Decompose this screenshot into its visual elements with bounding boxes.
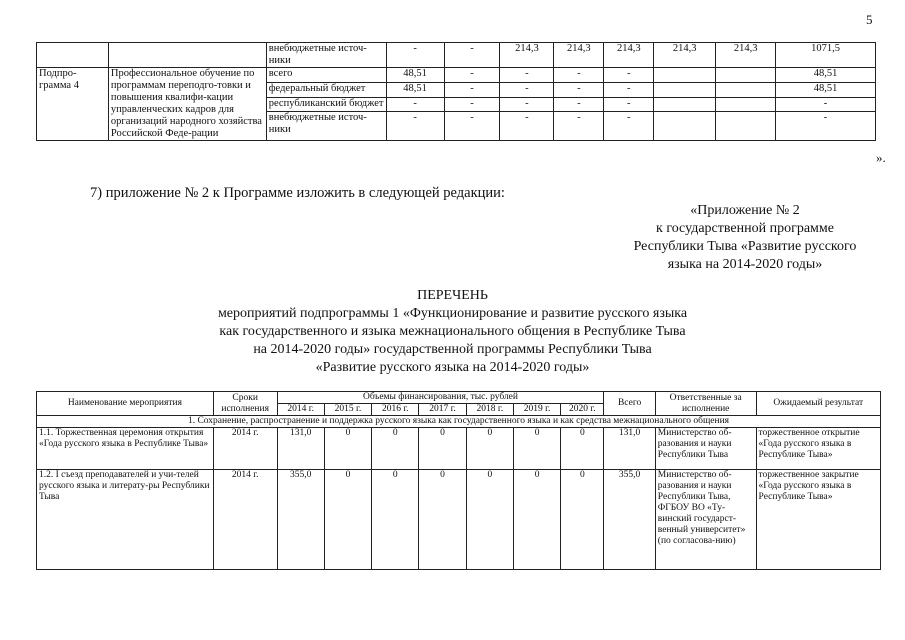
cell: -: [500, 97, 554, 112]
cell: -: [444, 82, 500, 97]
cell: 0: [419, 428, 466, 470]
table-row: [37, 470, 881, 570]
cell: -: [444, 43, 500, 68]
cell: Министерство об-разования и науки Республики Тыва: [655, 428, 756, 470]
col-header-result: Ожидаемый результат: [756, 392, 880, 416]
cell: [654, 97, 716, 112]
cell: 131,0: [604, 428, 655, 470]
cell: -: [554, 112, 604, 141]
appendix-line: «Приложение № 2: [690, 203, 800, 218]
cell: 131,0: [277, 428, 324, 470]
cell: внебюджетные источ-ники: [266, 43, 386, 68]
cell: 2014 г.: [213, 428, 277, 470]
cell: -: [776, 112, 876, 141]
cell: 0: [466, 428, 513, 470]
col-header-year: 2017 г.: [419, 404, 466, 416]
section-title: 1. Сохранение, распространение и поддержка русского языка как государственного языка и как средства межнационального общения: [37, 416, 881, 428]
cell: -: [444, 97, 500, 112]
cell: -: [604, 82, 654, 97]
cell: -: [604, 97, 654, 112]
cell: торжественное закрытие «Года русского языка в Республике Тыва»: [756, 470, 880, 570]
page-number: 5: [866, 12, 873, 27]
cell: торжественное открытие «Года русского языка в Республике Тыва»: [756, 428, 880, 470]
col-header-funding: Объемы финансирования, тыс. рублей: [277, 392, 604, 404]
cell: 0: [372, 428, 419, 470]
cell: внебюджетные источ-ники: [266, 112, 386, 141]
cell: 2014 г.: [213, 470, 277, 570]
cell: -: [554, 82, 604, 97]
paragraph-7: 7) приложение № 2 к Программе изложить в следующей редакции:: [90, 185, 505, 201]
cell: республиканский бюджет: [266, 97, 386, 112]
table-row: [37, 68, 876, 83]
cell: 0: [419, 470, 466, 570]
table-row: [37, 428, 881, 470]
subprogram-funding-table: [36, 42, 876, 141]
activities-table: [36, 391, 881, 570]
cell: -: [500, 82, 554, 97]
appendix-line: к государственной программе: [656, 221, 834, 236]
cell: [654, 82, 716, 97]
cell: 355,0: [604, 470, 655, 570]
cell: -: [500, 68, 554, 83]
cell: федеральный бюджет: [266, 82, 386, 97]
col-header-name: Наименование мероприятия: [37, 392, 214, 416]
col-header-year: 2018 г.: [466, 404, 513, 416]
cell: Профессиональное обучение по программам переподго-товки и повышения квалифи-кации управленческих кадров для организаций народного хозяйства Российской Феде-рации: [108, 68, 266, 141]
cell: -: [500, 112, 554, 141]
cell: [654, 68, 716, 83]
col-header-year: 2019 г.: [513, 404, 560, 416]
cell: 0: [513, 470, 560, 570]
cell: 0: [372, 470, 419, 570]
cell: -: [554, 97, 604, 112]
cell: 355,0: [277, 470, 324, 570]
cell: 1.1. Торжественная церемония открытия «Года русского языка в Республике Тыва»: [37, 428, 214, 470]
cell: [716, 97, 776, 112]
appendix-heading: [600, 202, 890, 274]
cell: 48,51: [386, 82, 444, 97]
cell: 0: [561, 470, 604, 570]
col-header-total: Всего: [604, 392, 655, 416]
cell: [716, 82, 776, 97]
cell: -: [386, 112, 444, 141]
cell: Министерство об-разования и науки Республики Тыва, ФГБОУ ВО «Ту-винский государст-венный университет» (по согласова-нию): [655, 470, 756, 570]
cell: -: [604, 68, 654, 83]
cell: -: [554, 68, 604, 83]
cell: -: [604, 112, 654, 141]
closing-quote: ».: [876, 150, 886, 165]
table-row: [37, 43, 876, 68]
col-header-year: 2014 г.: [277, 404, 324, 416]
cell: [716, 68, 776, 83]
col-header-terms: Сроки исполнения: [213, 392, 277, 416]
cell: всего: [266, 68, 386, 83]
appendix-line: языка на 2014-2020 годы»: [667, 257, 823, 272]
list-title-line: мероприятий подпрограммы 1 «Функционирование и развитие русского языка: [217, 306, 688, 321]
list-title: [0, 287, 905, 377]
cell: 0: [513, 428, 560, 470]
cell: -: [386, 97, 444, 112]
cell: 48,51: [776, 82, 876, 97]
header-row: [37, 392, 881, 404]
col-header-year: 2015 г.: [324, 404, 371, 416]
section-row: [37, 416, 881, 428]
cell: 214,3: [604, 43, 654, 68]
list-title-line: на 2014-2020 годы» государственной программы Республики Тыва: [253, 342, 652, 357]
cell: 48,51: [776, 68, 876, 83]
col-header-year: 2016 г.: [372, 404, 419, 416]
col-header-year: 2020 г.: [561, 404, 604, 416]
cell: 214,3: [554, 43, 604, 68]
cell: 0: [466, 470, 513, 570]
col-header-responsible: Ответственные за исполнение: [655, 392, 756, 416]
cell: Подпро-грамма 4: [37, 68, 109, 141]
cell: -: [776, 97, 876, 112]
cell: 0: [324, 428, 371, 470]
cell: 1.2. I съезд преподавателей и учи-телей русского языка и литерату-ры Республики Тыва: [37, 470, 214, 570]
cell: [37, 43, 109, 68]
cell: [716, 112, 776, 141]
cell: -: [386, 43, 444, 68]
cell: 0: [324, 470, 371, 570]
appendix-line: Республики Тыва «Развитие русского: [633, 239, 857, 254]
cell: 214,3: [716, 43, 776, 68]
cell: 1071,5: [776, 43, 876, 68]
list-title-line: «Развитие русского языка на 2014-2020 годы»: [315, 360, 590, 375]
list-title-line: как государственного и языка межнационального общения в Республике Тыва: [219, 324, 686, 339]
cell: 48,51: [386, 68, 444, 83]
cell: -: [444, 68, 500, 83]
cell: 214,3: [654, 43, 716, 68]
cell: [654, 112, 716, 141]
list-heading: ПЕРЕЧЕНЬ: [417, 288, 488, 303]
cell: -: [444, 112, 500, 141]
cell: 214,3: [500, 43, 554, 68]
cell: 0: [561, 428, 604, 470]
cell: [108, 43, 266, 68]
